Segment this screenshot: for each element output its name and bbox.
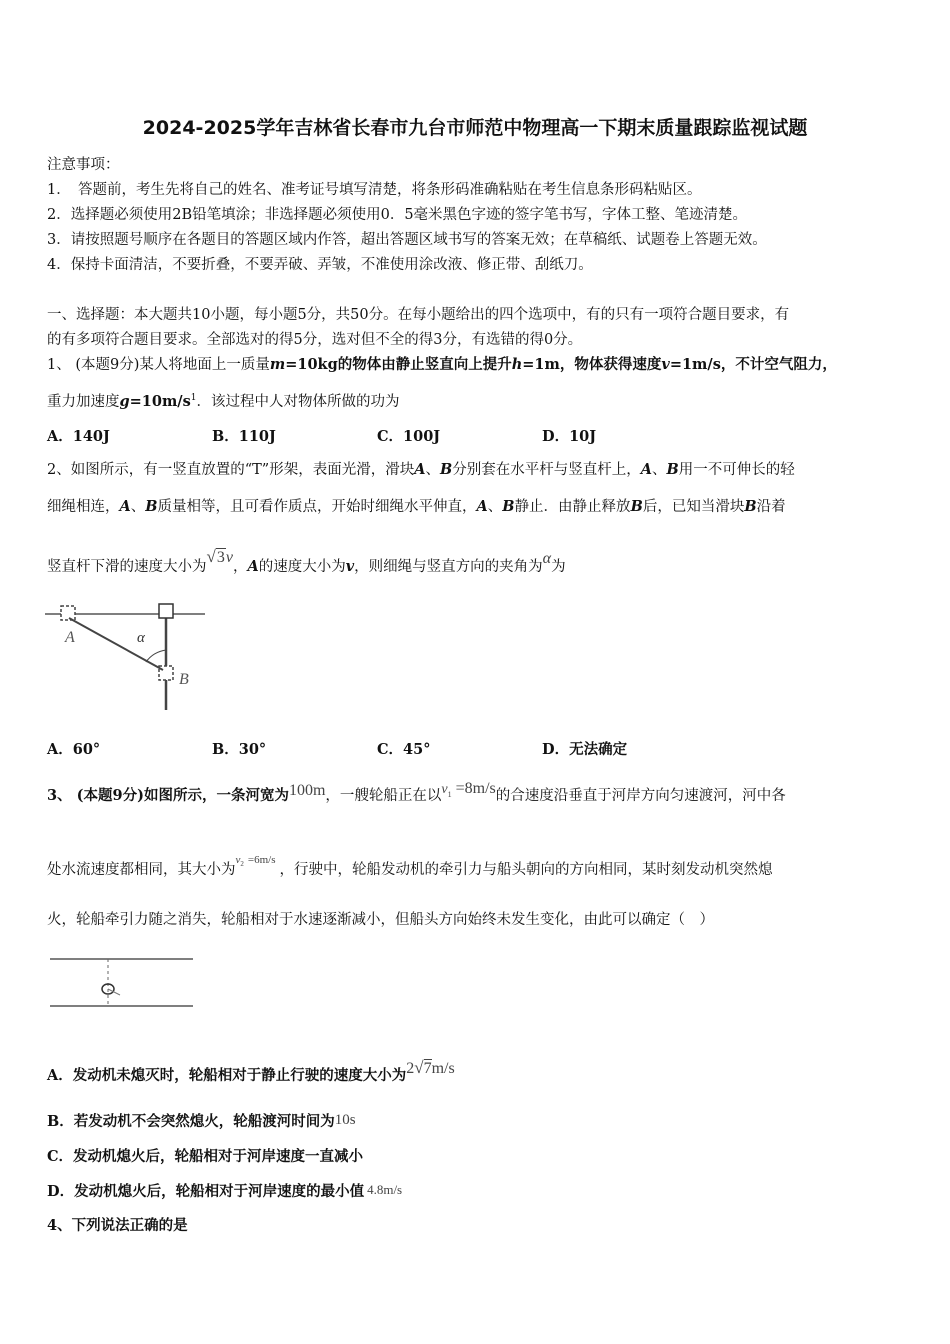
q2-sep: 、 xyxy=(487,499,503,515)
q2-sqrt-var: v xyxy=(225,549,233,566)
q3-figure xyxy=(50,955,200,1015)
q3-stem-line-1 xyxy=(47,780,786,806)
section-intro-line-2: 的有多项符合题目要求。全部选对的得5分，选对但不全的得3分，有选错的得0分。 xyxy=(47,332,583,348)
q3-option-a-math: 2√7m/s xyxy=(406,1058,455,1077)
q4-stem: 4、下列说法正确的是 xyxy=(47,1217,188,1234)
q3-v2-sym: v xyxy=(235,854,241,866)
q2-stem-line-2 xyxy=(47,495,786,516)
q1-text: =10kg的物体由静止竖直向上提升 xyxy=(285,356,512,373)
q3-v2-val: =6m/s xyxy=(247,854,276,866)
q3-option-b xyxy=(47,1110,356,1131)
q2-text: 质量相等，且可看作质点，开始时细绳水平伸直， xyxy=(157,499,477,515)
notice-item-4: 4．保持卡面清洁，不要折叠，不要弄破、弄皱，不准使用涂改液、修正带、刮纸刀。 xyxy=(47,257,593,273)
q2-v: v xyxy=(345,558,355,575)
rope xyxy=(69,618,163,670)
q3-option-a xyxy=(47,1058,455,1085)
q2-text: 静止．由静止释放 xyxy=(514,499,631,515)
q3-option-b-val: 10s xyxy=(334,1112,356,1128)
q3-stem-line-3: 火，轮船牵引力随之消失，轮船相对于水速逐渐减小，但船头方向始终未发生变化，由此可以确定（ ） xyxy=(47,912,714,928)
q1-text: ．该过程中人对物体所做的功为 xyxy=(196,394,400,410)
q2-B: B xyxy=(744,498,757,515)
q2-figure xyxy=(45,600,215,715)
q3-option-a-radicand: 7 xyxy=(423,1060,432,1077)
notice-item-2: 2．选择题必须使用2B铅笔填涂；非选择题必须使用0．5毫米黑色字迹的签字笔书写，字体工整、笔迹清楚。 xyxy=(47,207,748,223)
q2-text: 沿着 xyxy=(756,499,786,515)
q2-A: A xyxy=(247,558,259,575)
q1-m: m xyxy=(269,356,286,373)
q2-option-d-text: D．无法确定 xyxy=(542,741,628,758)
notice-heading: 注意事项： xyxy=(47,157,120,173)
q3-option-d-text: D．发动机熄火后，轮船相对于河岸速度的最小值 xyxy=(47,1183,365,1200)
page-title: 2024-2025学年吉林省长春市九台市师范中物理高一下期末质量跟踪监视试题 xyxy=(142,117,808,139)
q3-v1-val: =8m/s xyxy=(455,780,496,797)
q3-text: ，行驶中，轮船发动机的牵引力与船头朝向的方向相同，某时刻发动机突然熄 xyxy=(279,862,773,878)
q3-option-d-val: 4.8m/s xyxy=(367,1182,403,1197)
q1-g: g xyxy=(119,393,130,410)
angle-arc xyxy=(146,650,166,662)
slider-a xyxy=(61,606,75,620)
q1-text: 重力加速度 xyxy=(47,394,120,410)
q2-text: 竖直杆下滑的速度大小为 xyxy=(47,559,207,575)
q2-B: B xyxy=(666,461,679,478)
q2-text: 分别套在水平杆与竖直杆上， xyxy=(452,462,641,478)
q2-sep: 、 xyxy=(425,462,440,478)
q3-v1-sub: 1 xyxy=(447,789,452,799)
q1-text: =1m/s，不计空气阻力， xyxy=(669,356,837,373)
q2-text: 细绳相连， xyxy=(47,499,120,515)
q2-B: B xyxy=(145,498,158,515)
q3-option-a-unit: m/s xyxy=(431,1060,455,1077)
q2-option-c: C．45° xyxy=(377,741,431,758)
q3-v2-sub: 2 xyxy=(240,860,244,869)
label-b: B xyxy=(179,671,189,688)
q1-stem-line-1 xyxy=(47,353,837,374)
q2-sep: 、 xyxy=(652,462,667,478)
q3-option-a-coef: 2 xyxy=(406,1060,415,1077)
q2-text: ， xyxy=(232,559,248,575)
q1-text: 1、 (本题9分)某人将地面上一质量 xyxy=(47,357,270,373)
q1-sup: 1 xyxy=(190,393,197,404)
q2-text: 用一不可伸长的轻 xyxy=(678,462,795,478)
q2-text: 的速度大小为 xyxy=(258,559,346,575)
q2-sqrt3v: √3v xyxy=(206,547,233,566)
q3-stem-line-2 xyxy=(47,854,773,879)
q2-B: B xyxy=(502,498,515,515)
q1-option-d: D．10J xyxy=(542,428,597,445)
q3-text: 的合速度沿垂直于河岸方向匀速渡河，河中各 xyxy=(495,788,786,804)
q3-option-d xyxy=(47,1180,402,1201)
q2-stem-line-1 xyxy=(47,458,795,479)
q3-option-a-text: A．发动机未熄灭时，轮船相对于静止行驶的速度大小为 xyxy=(47,1067,407,1084)
q2-A: A xyxy=(640,461,653,478)
q2-stem-line-3 xyxy=(47,547,566,576)
q3-text: 处水流速度都相同，其大小为 xyxy=(47,862,236,878)
q1-stem-line-2 xyxy=(47,390,400,411)
q1-h: h xyxy=(511,356,523,373)
q2-option-a: A．60° xyxy=(47,741,101,758)
q2-text: ，则细绳与竖直方向的夹角为 xyxy=(354,559,543,575)
q2-B: B xyxy=(630,498,643,515)
q2-text: 2、如图所示，有一竖直放置的“T”形架，表面光滑，滑块 xyxy=(47,462,415,478)
q1-option-b: B．110J xyxy=(212,428,276,445)
top-block xyxy=(159,604,173,618)
q3-width: 100m xyxy=(288,782,326,799)
q1-text: =1m，物体获得速度 xyxy=(522,356,662,373)
q1-text: =10m/s xyxy=(129,393,191,410)
q3-text: 3、 (本题9分)如图所示，一条河宽为 xyxy=(47,787,289,804)
q3-option-c: C．发动机熄火后，轮船相对于河岸速度一直减小 xyxy=(47,1148,364,1165)
q1-v: v xyxy=(661,356,670,373)
q2-sep: 、 xyxy=(130,499,146,515)
q3-v1-sym: v xyxy=(441,782,448,797)
q1-option-c: C．100J xyxy=(377,428,441,445)
q2-alpha: α xyxy=(542,550,552,567)
notice-item-3: 3．请按照题号顺序在各题目的答题区域内作答，超出答题区域书写的答案无效；在草稿纸、试题卷上答题无效。 xyxy=(47,232,767,248)
q2-A: A xyxy=(119,498,131,515)
label-alpha: α xyxy=(137,630,145,646)
q2-option-d xyxy=(542,738,627,759)
section-intro-line-1: 一、选择题：本大题共10小题，每小题5分，共50分。在每小题给出的四个选项中，有的只有一项符合题目要求，有 xyxy=(47,307,790,323)
q2-text: 后，已知当滑块 xyxy=(642,499,745,515)
q2-option-b: B．30° xyxy=(212,741,267,758)
q2-A: A xyxy=(414,461,426,478)
q3-v2 xyxy=(235,854,276,869)
q3-v1 xyxy=(441,781,495,797)
q2-B: B xyxy=(440,461,453,478)
q1-option-a: A．140J xyxy=(47,428,110,445)
q2-A: A xyxy=(476,498,488,515)
q2-text: 为 xyxy=(551,559,566,575)
q3-text: ，一艘轮船正在以 xyxy=(325,788,442,804)
q3-option-b-text: B．若发动机不会突然熄火，轮船渡河时间为 xyxy=(47,1113,335,1130)
label-a: A xyxy=(65,629,75,646)
notice-item-1: 1． 答题前，考生先将自己的姓名、准考证号填写清楚，将条形码准确粘贴在考生信息条形码粘贴区。 xyxy=(47,182,702,198)
q2-sqrt-radicand: 3 xyxy=(216,549,225,566)
